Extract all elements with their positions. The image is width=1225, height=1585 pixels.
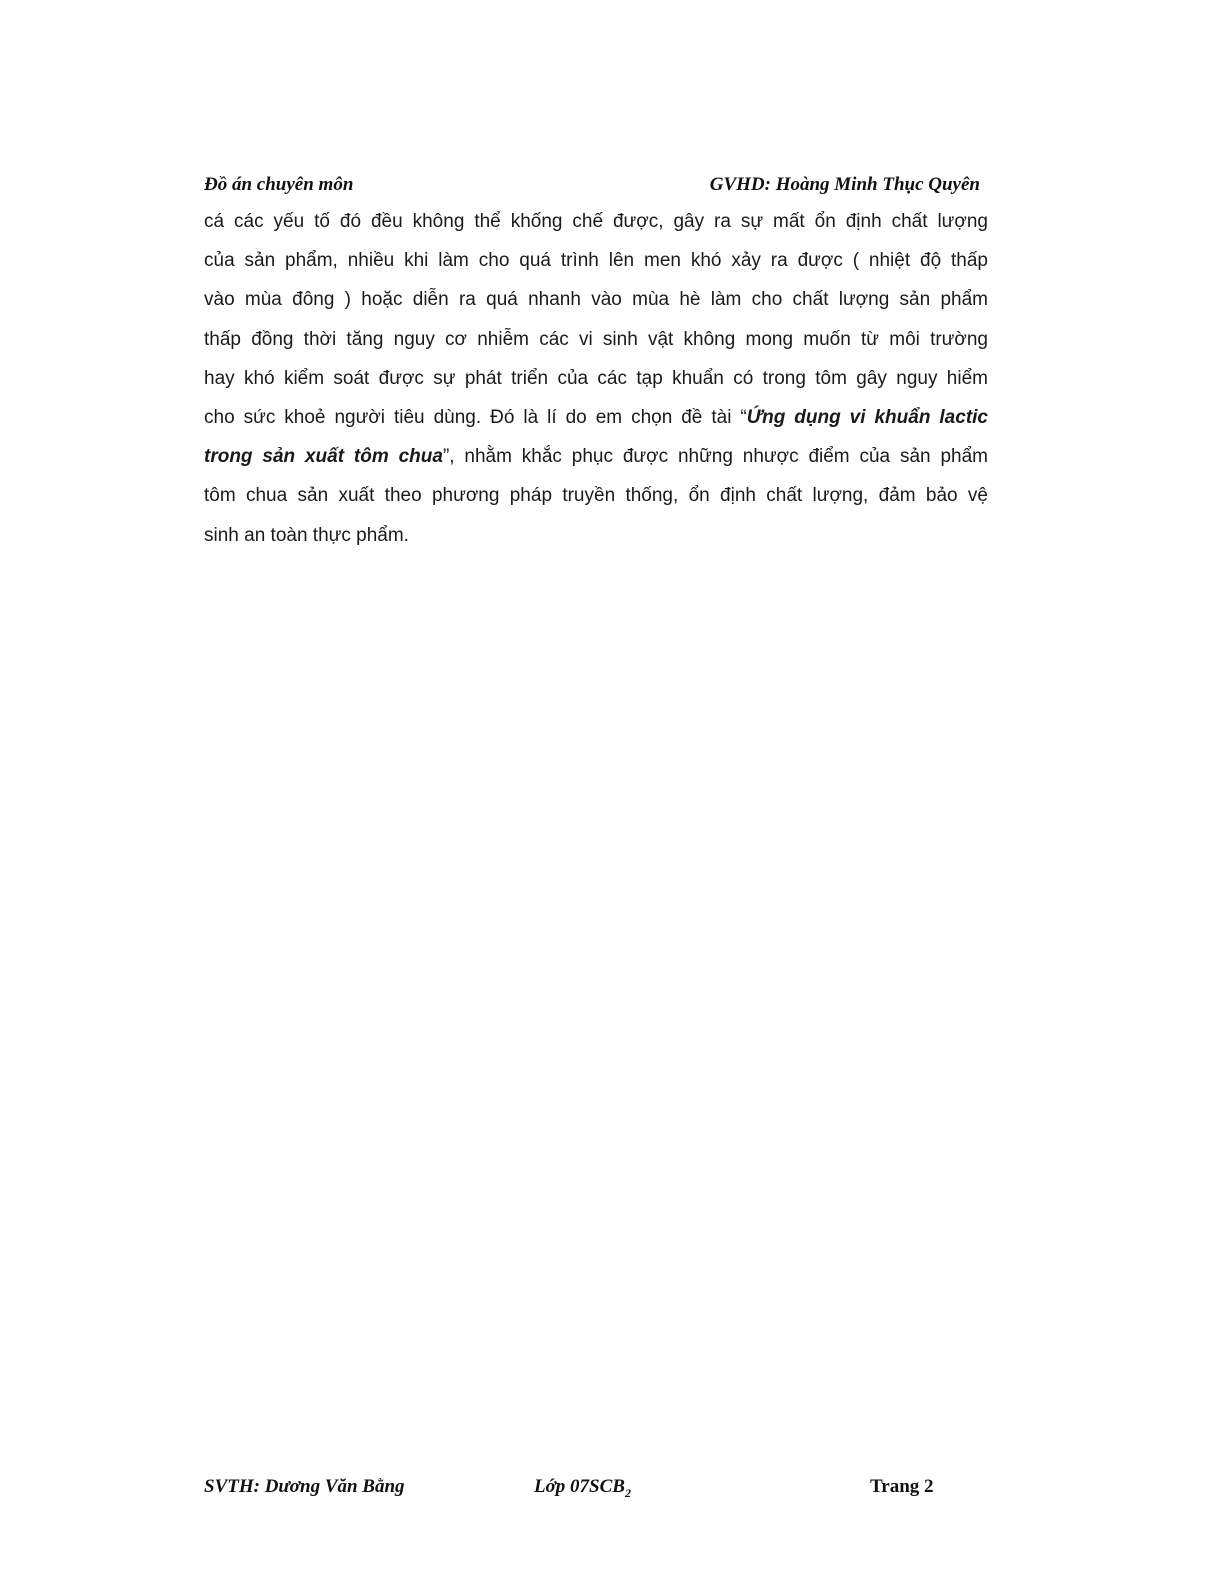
page-header [204,170,980,200]
paragraph-line [204,437,988,476]
footer-student [204,1476,405,1498]
paragraph-line [204,398,988,437]
footer-class-subscript: 2 [624,1485,631,1500]
header-supervisor: GVHD: Hoàng Minh Thục Quyên [709,174,980,195]
body-paragraph [204,202,988,555]
paragraph-line: hay khó kiểm soát được sự phát triển của các tạp khuẩn có trong tôm gây nguy hiểm [204,367,988,389]
footer-page-number: Trang 2 [870,1476,934,1497]
paragraph-line: sinh an toàn thực phẩm. [204,524,409,546]
paragraph-line: của sản phẩm, nhiều khi làm cho quá trình lên men khó xảy ra được ( nhiệt độ thấp [204,250,988,272]
footer-student-name: Dương Văn Bằng [264,1476,405,1497]
header-document-title: Đồ án chuyên môn [204,174,354,195]
thesis-title-part-1: Ứng dụng vi khuẩn lactic [746,406,988,428]
paragraph-line: cá các yếu tố đó đều không thể khống chế được, gây ra sự mất ổn định chất lượng [204,211,988,232]
paragraph-line: tôm chua sản xuất theo phương pháp truyền thống, ổn định chất lượng, đảm bảo vệ [204,485,988,507]
paragraph-line: thấp đồng thời tăng nguy cơ nhiễm các vi sinh vật không mong muốn từ môi trường [204,328,988,350]
paragraph-text: cho sức khoẻ người tiêu dùng. Đó là lí do em chọn đề tài “ [204,406,747,428]
footer-student-label: SVTH: [204,1476,265,1497]
footer-class-label: Lớp 07SCB [534,1476,625,1497]
thesis-title-part-2: trong sản xuất tôm chua [204,446,443,468]
paragraph-text: ”, nhằm khắc phục được những nhược điểm của sản phẩm [442,446,989,468]
paragraph-line: vào mùa đông ) hoặc diễn ra quá nhanh vào mùa hè làm cho chất lượng sản phẩm [204,289,988,311]
page-footer [204,1472,964,1506]
footer-class [534,1476,631,1501]
